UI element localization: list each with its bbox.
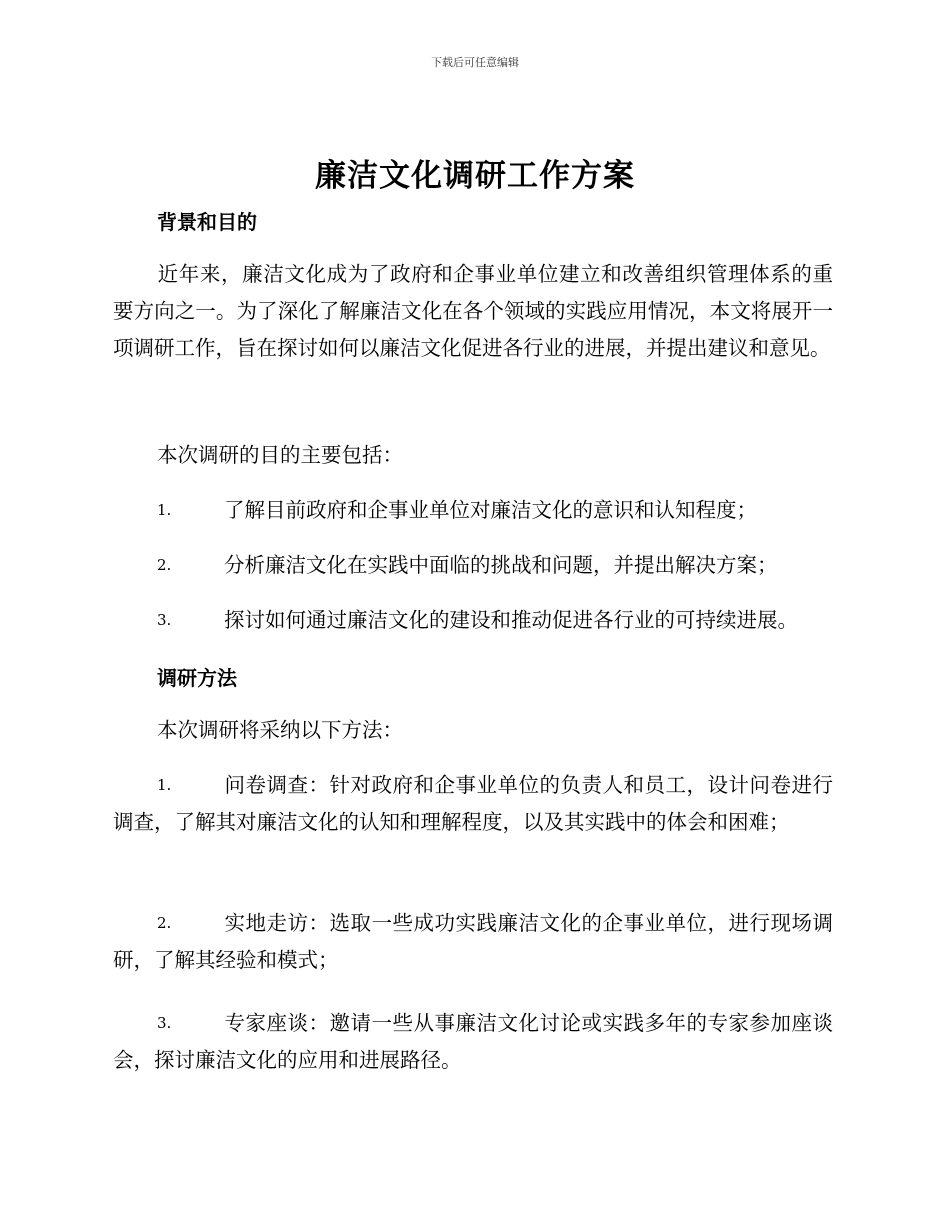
method-item-text: 实地走访：选取一些成功实践廉洁文化的企事业单位，进行现场调研，了解其经验和模式；	[113, 911, 833, 972]
section-heading-methods: 调研方法	[157, 666, 237, 690]
goals-lead: 本次调研的目的主要包括：	[157, 443, 403, 467]
goal-item: 探讨如何通过廉洁文化的建设和推动促进各行业的可持续进展。	[224, 608, 798, 632]
methods-lead: 本次调研将采纳以下方法：	[157, 718, 403, 742]
method-number: 2.	[157, 914, 172, 932]
method-number: 3.	[157, 1014, 172, 1032]
goal-item: 了解目前政府和企事业单位对廉洁文化的意识和认知程度；	[224, 498, 757, 522]
method-item	[113, 905, 833, 979]
method-item-text: 专家座谈：邀请一些从事廉洁文化讨论或实践多年的专家参加座谈会，探讨廉洁文化的应用和进展路径。	[113, 1011, 833, 1072]
goal-number: 2.	[157, 556, 172, 574]
goal-number: 1.	[157, 501, 172, 519]
background-paragraph	[113, 256, 833, 367]
method-item-text: 问卷调查：针对政府和企事业单位的负责人和员工，设计问卷进行调查，了解其对廉洁文化的认知和理解程度，以及其实践中的体会和困难；	[113, 773, 833, 834]
method-number: 1.	[157, 776, 172, 794]
document-title: 廉洁文化调研工作方案	[315, 158, 635, 194]
section-heading-background: 背景和目的	[157, 210, 257, 234]
method-item	[113, 767, 833, 841]
method-item	[113, 1005, 833, 1079]
goal-number: 3.	[157, 611, 172, 629]
page-header-note: 下载后可任意编辑	[431, 56, 519, 69]
background-paragraph-text: 近年来，廉洁文化成为了政府和企事业单位建立和改善组织管理体系的重要方向之一。为了深化了解廉洁文化在各个领域的实践应用情况，本文将展开一项调研工作，旨在探讨如何以廉洁文化促进各行业的进展，并提出建议和意见。	[113, 262, 833, 360]
goal-item: 分析廉洁文化在实践中面临的挑战和问题，并提出解决方案；	[224, 553, 778, 577]
